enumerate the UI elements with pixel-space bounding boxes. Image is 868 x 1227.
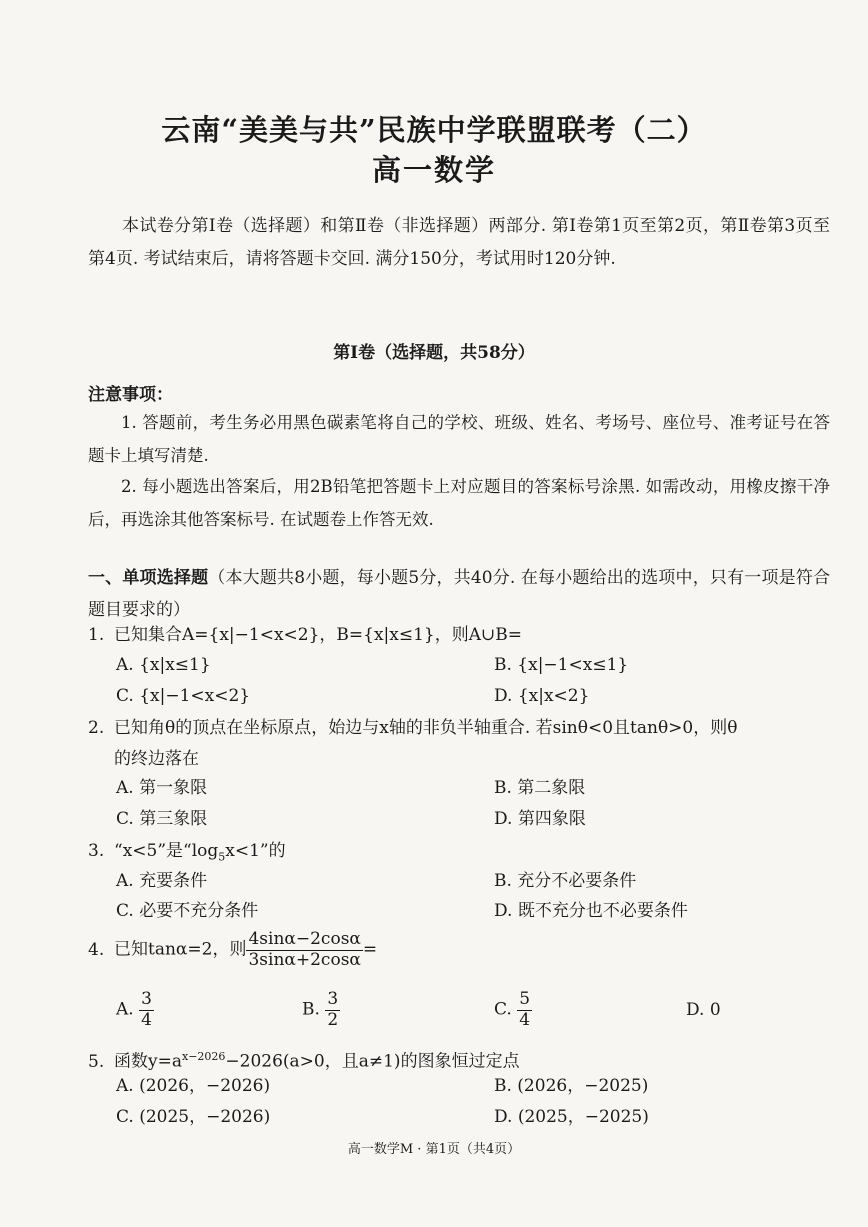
exam-subject: 高一数学 [371,153,496,187]
option-c: C. (2025，−2026) [116,1107,271,1127]
option-a: A. 充要条件 [116,871,208,891]
option-d: D. 0 [686,1000,721,1020]
part-desc: （本大题共8小题，每小题5分，共40分. 在每小题给出的选项中，只有一项是符合题目要求的） [88,568,830,620]
notice-title: 注意事项： [88,385,173,405]
option-c: C. 必要不充分条件 [116,901,259,921]
question-stem: 已知集合A={x|−1<x<2}，B={x|x≤1}，则A∪B= [114,625,523,645]
question-number: 3. [88,841,105,861]
option-c [494,990,532,1030]
fraction-denominator: 3sinα+2cosα [248,949,361,970]
fraction [517,990,532,1030]
stem-text: −2026(a>0，且a≠1)的图象恒过定点 [225,1051,520,1072]
exam-title: 云南“美美与共”民族中学联盟联考（二） [161,113,707,147]
part-label: 一、单项选择题 [88,568,209,588]
fraction [139,990,154,1030]
option-c: C. {x|−1<x<2} [116,686,251,706]
option-b [302,990,340,1030]
question-number: 1. [88,625,105,645]
option-d: D. {x|x<2} [494,686,590,706]
fraction [246,930,362,970]
option-d: D. 第四象限 [494,809,586,829]
option-d: D. (2025，−2025) [494,1107,649,1127]
question-number: 4. [88,939,105,960]
fraction-numerator: 3 [327,989,339,1009]
option-b: B. 第二象限 [494,778,586,798]
option-d: D. 既不充分也不必要条件 [494,901,688,921]
section-heading: 第Ⅰ卷（选择题，共58分） [333,343,535,363]
question-stem: 已知角θ的顶点在坐标原点，始边与x轴的非负半轴重合. 若sinθ<0且tanθ>0，则θ [114,718,738,738]
option-label: C. [494,999,512,1020]
page-footer: 高一数学M · 第1页（共4页） [347,1142,521,1157]
option-a: A. 第一象限 [116,778,208,798]
question-stem [114,841,286,864]
stem-text: x<1”的 [225,841,286,861]
stem-text: 函数y=a [114,1051,182,1072]
part-title [88,562,830,626]
notice-item-2: 2. 每小题选出答案后，用2B铅笔把答题卡上对应题目的答案标号涂黑. 如需改动，用橡皮擦干净后，再选涂其他答案标号. 在试题卷上作答无效. [88,477,830,529]
question-2 [88,713,830,744]
stem-text: = [362,939,378,960]
question-4 [88,930,830,970]
question-number: 5. [88,1051,105,1072]
question-stem-continued: 的终边落在 [114,749,199,769]
stem-text: 已知tanα=2，则 [114,939,247,960]
option-b: B. 充分不必要条件 [494,871,637,891]
option-c: C. 第三象限 [116,809,208,829]
log-base: 5 [218,850,226,864]
option-b: B. {x|−1<x≤1} [494,655,629,675]
option-label: A. [116,999,134,1020]
question-number: 2. [88,718,105,738]
fraction-denominator: 4 [141,1009,152,1030]
option-label: B. [302,999,320,1020]
fraction-denominator: 2 [327,1009,339,1030]
fraction-denominator: 4 [519,1009,531,1030]
option-a: A. {x|x≤1} [116,655,211,675]
option-a [116,990,154,1030]
question-1 [88,620,830,651]
fraction [325,990,340,1030]
notice-item-1: 1. 答题前，考生务必用黑色碳素笔将自己的学校、班级、姓名、考场号、座位号、准考证号在答题卡上填写清楚. [88,413,830,465]
exam-intro: 本试卷分第Ⅰ卷（选择题）和第Ⅱ卷（非选择题）两部分. 第Ⅰ卷第1页至第2页，第Ⅱ卷第3页至第4页. 考试结束后，请将答题卡交回. 满分150分，考试用时120分钟. [88,216,830,269]
option-a: A. (2026，−2026) [116,1076,271,1096]
fraction-numerator: 3 [141,989,152,1009]
fraction-numerator: 5 [519,989,531,1009]
exponent: x−2026 [181,1050,226,1063]
option-b: B. (2026，−2025) [494,1076,649,1096]
stem-text: “x<5”是“log [114,841,219,861]
fraction-numerator: 4sinα−2cosα [248,929,361,949]
